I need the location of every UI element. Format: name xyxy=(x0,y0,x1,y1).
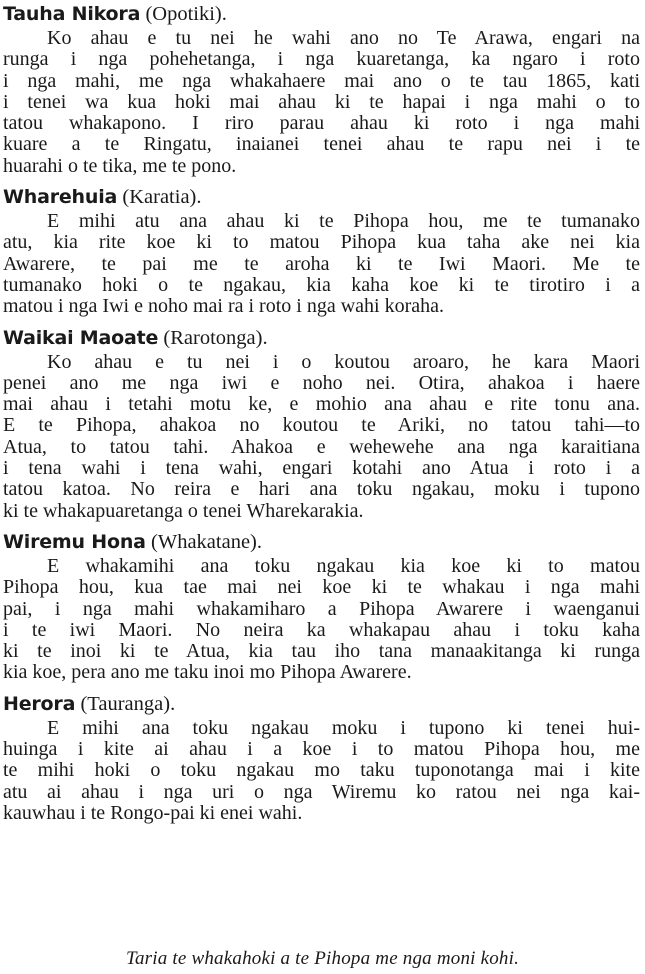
speaker-heading xyxy=(3,183,640,211)
speaker-place: (Tauranga). xyxy=(80,692,176,715)
paragraph-line: kauwhau i te Rongo-pai ki enei wahi. xyxy=(3,802,303,824)
paragraph-line: kuare a te Ringatu, inaianei tenei ahau te rapu nei i te xyxy=(3,134,640,156)
paragraph-line: ki te whakapuaretanga o tenei Wharekarakia. xyxy=(3,500,364,522)
speaker-place: (Whakatane). xyxy=(151,530,262,553)
paragraph-line: i te iwi Maori. No neira ka whakapau ahau i toku kaha xyxy=(3,619,640,641)
speaker-heading xyxy=(3,324,640,352)
paragraph-line: huarahi o te tika, me te pono. xyxy=(3,155,237,177)
speaker-place: (Karatia). xyxy=(122,186,202,209)
paragraph-line: mai ahau i tetahi motu ke, e mohio ana ahau e rite tonu ana. xyxy=(3,394,640,416)
speaker-name: Tauha Nikora xyxy=(3,3,141,25)
speaker-heading xyxy=(3,528,640,556)
entry-tauha-nikora xyxy=(3,0,640,177)
paragraph-line: E mihi atu ana ahau ki te Pihopa hou, me te tumanako xyxy=(47,211,640,233)
speaker-heading xyxy=(3,0,640,28)
paragraph-line: runga i nga pohehetanga, i nga kuaretanga, ka ngaro i roto xyxy=(3,49,640,71)
entry-waikai-maoate xyxy=(3,324,640,522)
paragraph-line: Awarere, te pai me te aroha ki te Iwi Maori. Me te xyxy=(3,253,640,275)
paragraph-line: tatou katoa. No reira e hari ana toku ngakau, moku i tupono xyxy=(3,479,640,501)
entry-wiremu-hona xyxy=(3,528,640,684)
paragraph-line: pai, i nga mahi whakamiharo a Pihopa Awarere i waenganui xyxy=(3,598,640,620)
entry-wharehuia xyxy=(3,183,640,317)
speaker-name: Wiremu Hona xyxy=(3,530,146,553)
document-page xyxy=(3,0,640,824)
paragraph-line: atu, kia rite koe ki to matou Pihopa kua taha ake nei kia xyxy=(3,232,640,254)
speaker-name: Wharehuia xyxy=(3,186,118,209)
paragraph-line: i nga mahi, me nga whakahaere mai ano o te tau 1865, kati xyxy=(3,70,640,92)
speaker-heading xyxy=(3,690,640,718)
paragraph-line: kia koe, pera ano me taku inoi mo Pihopa Awarere. xyxy=(3,662,412,684)
paragraph-line: Ko ahau e tu nei he wahi ano no Te Arawa, engari na xyxy=(47,28,640,49)
paragraph-line: E whakamihi ana toku ngakau kia koe ki to matou xyxy=(47,555,640,577)
paragraph-line: matou i nga Iwi e noho mai ra i roto i nga wahi koraha. xyxy=(3,296,444,318)
paragraph-line: ki te inoi ki te Atua, kia tau iho tana manaakitanga ki runga xyxy=(3,641,640,663)
speaker-name: Herora xyxy=(3,692,76,715)
paragraph-line: i tenei wa kua hoki mai ahau ki te hapai i nga mahi o to xyxy=(3,91,640,113)
entry-herora xyxy=(3,690,640,824)
paragraph-line: i tena wahi i tena wahi, engari kotahi ano Atua i roto i a xyxy=(3,458,640,480)
footer-note: Taria te whakahoki a te Pihopa me nga moni kohi. xyxy=(125,948,520,969)
paragraph-line: E te Pihopa, ahakoa no koutou te Ariki, no tatou tahi—to xyxy=(3,415,640,437)
speaker-place: (Opotiki). xyxy=(145,3,227,25)
speaker-place: (Rarotonga). xyxy=(163,326,268,349)
paragraph-line: Ko ahau e tu nei i o koutou aroaro, he kara Maori xyxy=(47,351,640,373)
paragraph-line: huinga i kite ai ahau i a koe i to matou Pihopa hou, me xyxy=(3,739,640,761)
paragraph-line: penei ano me nga iwi e noho nei. Otira, ahakoa i haere xyxy=(3,372,640,394)
paragraph-line: te mihi hoki o toku ngakau mo taku tuponotanga mai i kite xyxy=(3,760,640,782)
paragraph-line: tatou whakapono. I riro parau ahau ki roto i nga mahi xyxy=(3,113,640,135)
paragraph-line: Atua, to tatou tahi. Ahakoa e wehewehe ana nga karaitiana xyxy=(3,436,640,458)
speaker-name: Waikai Maoate xyxy=(3,326,159,349)
paragraph-line: atu ai ahau i nga uri o nga Wiremu ko ratou nei nga kai- xyxy=(3,781,640,803)
paragraph-line: Pihopa hou, kua tae mai nei koe ki te whakau i nga mahi xyxy=(3,577,640,599)
paragraph-line: E mihi ana toku ngakau moku i tupono ki tenei hui- xyxy=(47,717,640,739)
paragraph-line: tumanako hoki o te ngakau, kia kaha koe ki te tirotiro i a xyxy=(3,274,640,296)
